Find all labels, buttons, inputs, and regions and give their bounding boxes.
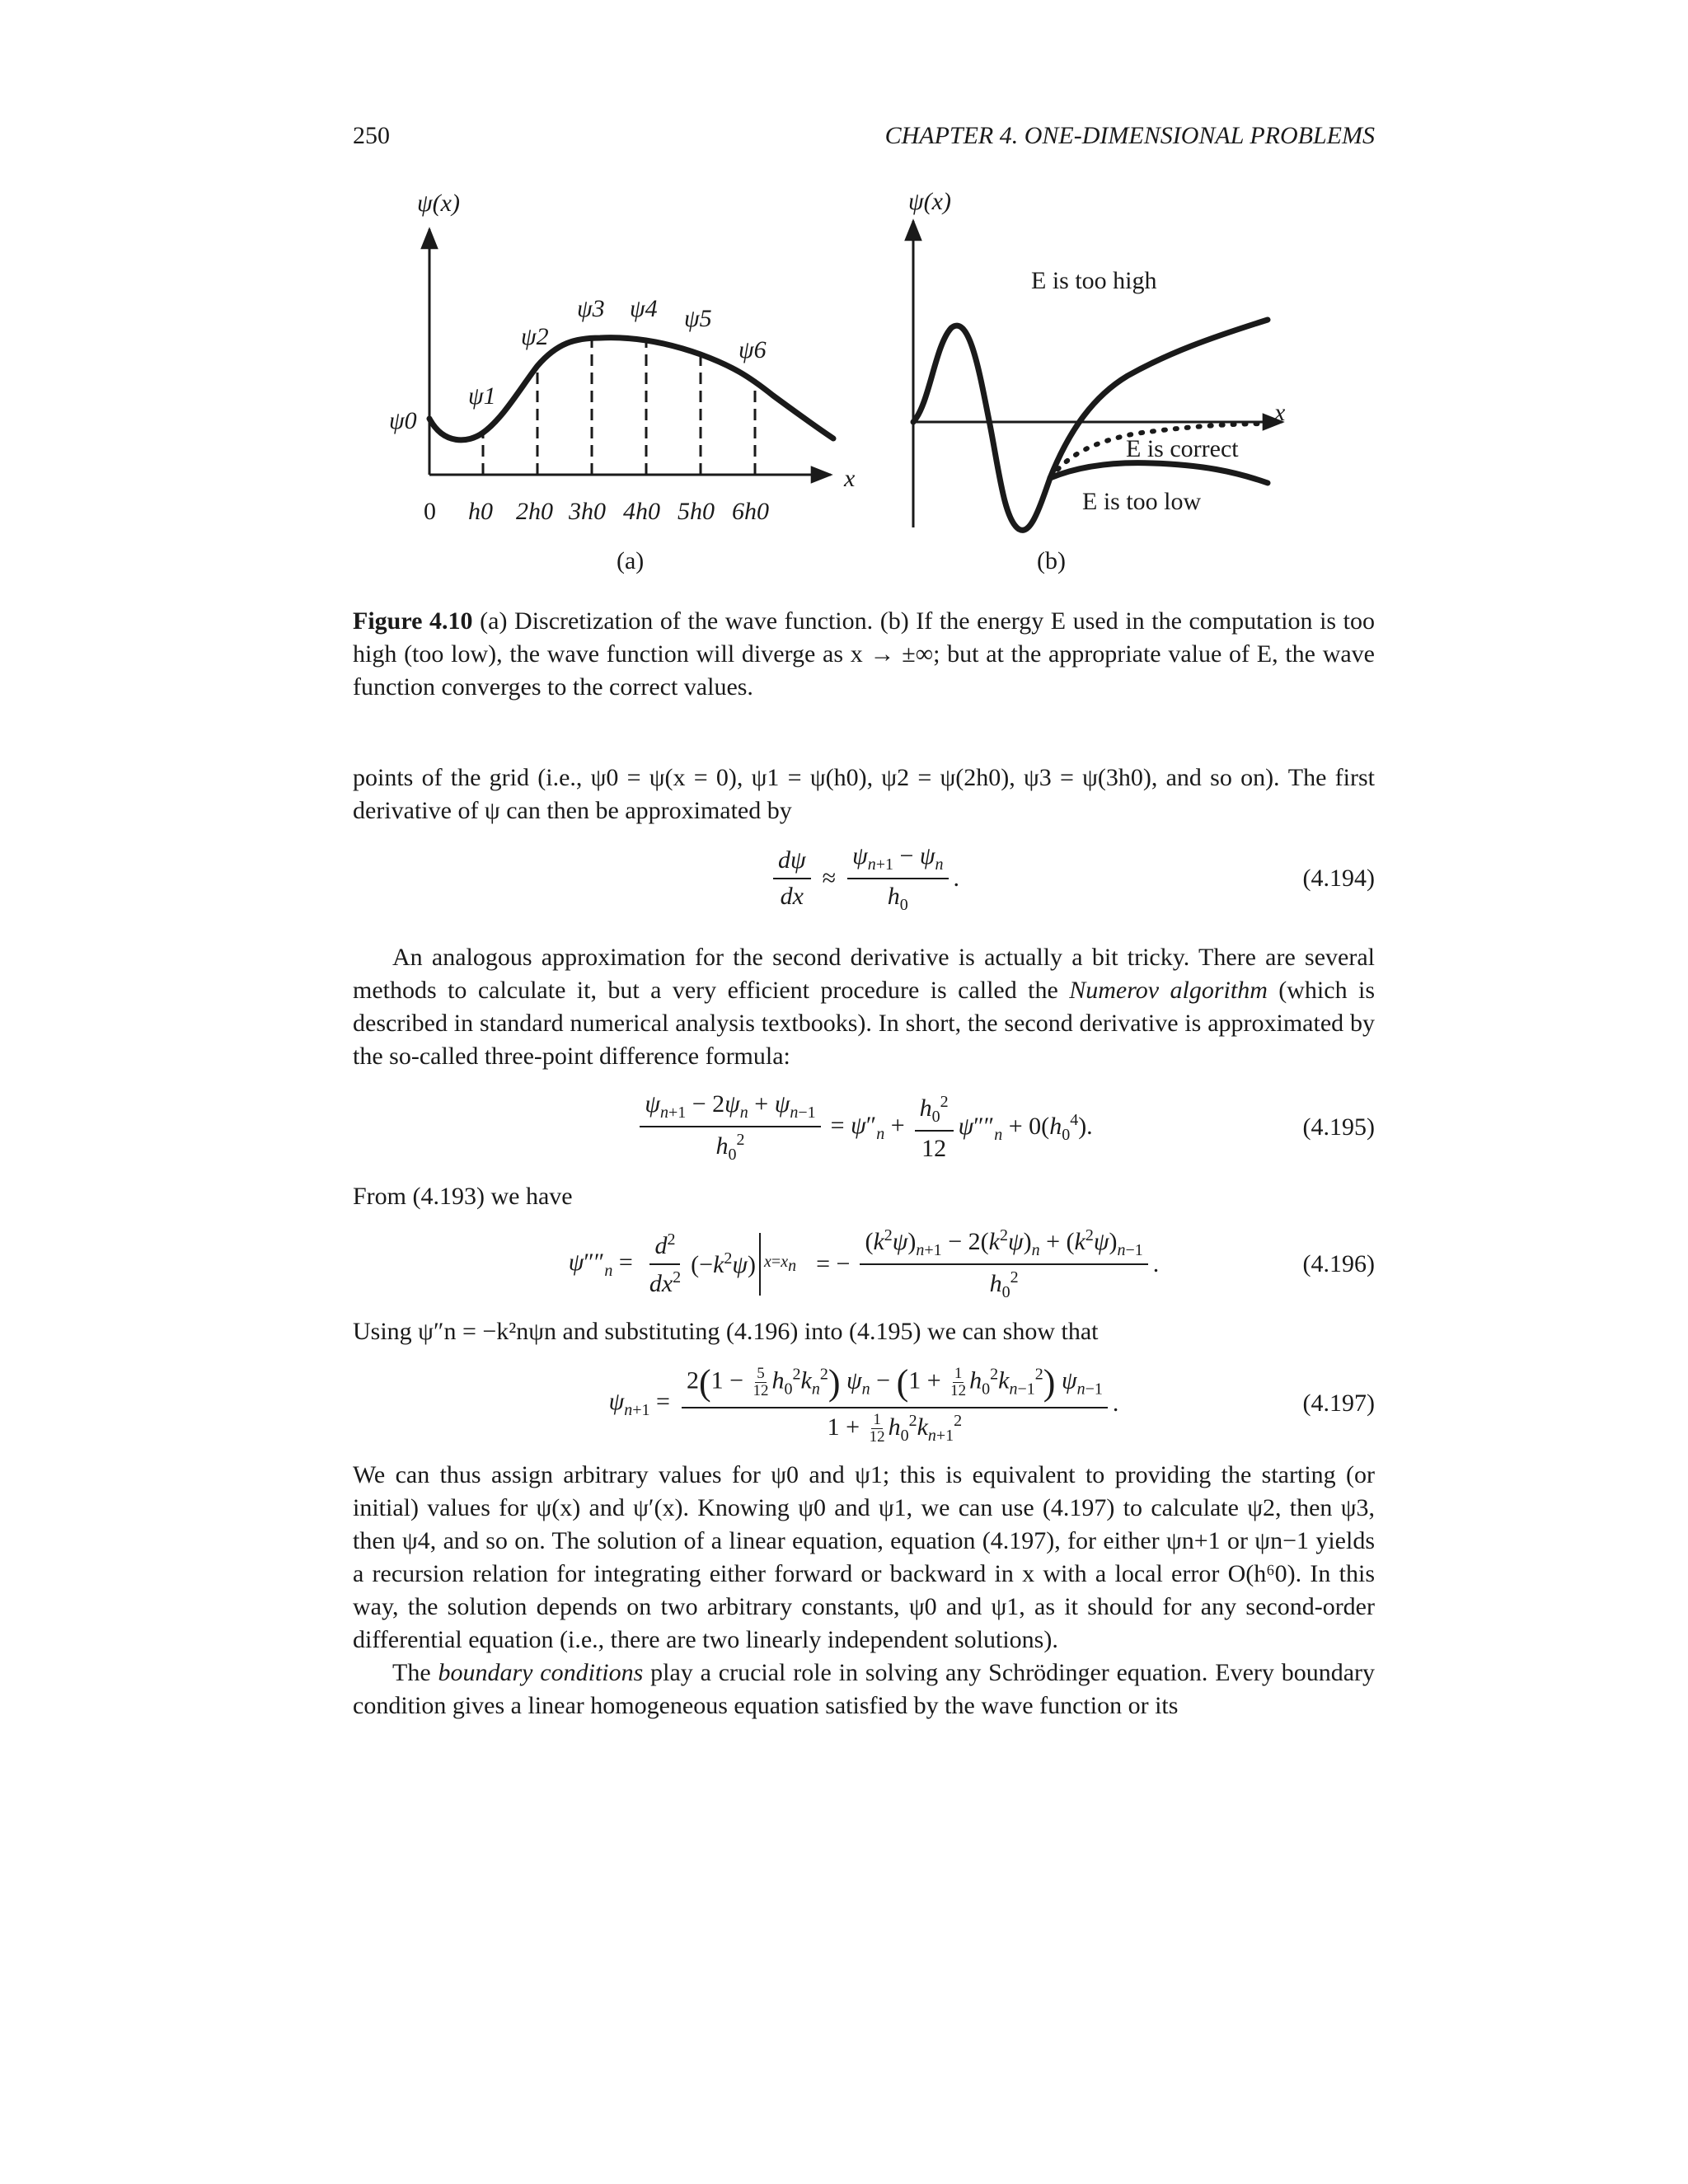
label-e-too-low: E is too low [1082, 488, 1202, 515]
psi-label: ψ2 [521, 323, 549, 350]
paragraph-boundary: The boundary conditions play a crucial role in solving any Schrödinger equation. Every boundary condition gives a linear homogeneous equation satisfied by the wave function or its [353, 1659, 1376, 1719]
caption-label: Figure 4.10 [353, 607, 473, 635]
frac-derivative: $\frac{d\psi}{dx}$ [773, 846, 811, 911]
frac-three-point: $\frac{\psi_{n+1} - 2\psi_n + \psi_{n-1}}{h_0^2}$ [640, 1090, 820, 1165]
panel-b [908, 188, 1286, 574]
x-tick-label: 0 [424, 498, 436, 525]
caption-text: (a) Discretization of the wave function. (b) If the energy E used in the computation is too high (too low), the wave function will diverge as x → ±∞; but at the appropriate value of E, the wave function converges to the correct values. [353, 607, 1376, 701]
equation-number: (4.197) [1302, 1390, 1375, 1417]
psi-label: ψ0 [389, 407, 417, 434]
psi-label: ψ3 [577, 295, 605, 322]
label-e-too-high: E is too high [1031, 267, 1157, 294]
x-tick-label: 6h0 [732, 498, 769, 525]
panel-b-label: (b) [1037, 547, 1066, 574]
equation-4-194: $\frac{d\psi}{dx}$ ≈ $\frac{\psi_{n+1} - \psi_n}{h_0}$ . (4.194) [353, 839, 1375, 918]
frac-recursion: 2(1 − $\frac{5}{12}$ $h_0^2k_n^2$) $\psi_n - (1$ + $\frac{1}{12}$ $h_0^2k_{n-1}^2$) $\psi_{n-1}$ 1 + $\frac{1}{12}$ $h_0^2k_{n+1}^2$ [682, 1361, 1108, 1446]
figure-4-10 [353, 181, 1375, 587]
frac-k-psi: $\frac{(k^2\psi)_{n+1} - 2(k^2\psi)_n + (k^2\psi)_{n-1}}{h_0^2}$ [860, 1226, 1147, 1302]
frac-second-derivative: $\frac{d^2}{dx^2}$ [649, 1230, 682, 1297]
x-tick-label: 2h0 [516, 498, 553, 525]
figure-svg [353, 181, 1375, 587]
label-e-correct: E is correct [1126, 435, 1239, 462]
panel-b-x-axis-label: x [1274, 399, 1286, 426]
running-title: CHAPTER 4. ONE-DIMENSIONAL PROBLEMS [884, 122, 1375, 149]
psi-label: ψ6 [738, 336, 767, 363]
page [353, 122, 1375, 1722]
panel-b-y-axis-label: ψ(x) [908, 188, 951, 215]
paragraph-numerov: An analogous approximation for the second derivative is actually a bit tricky. There are several methods to calculate it, but a very efficient procedure is called the Numerov algorithm (which is described in standard numerical analysis textbooks). In short, the second derivative is approximated by the so-called three-point difference formula: [353, 944, 1375, 1070]
psi-label: ψ4 [630, 295, 658, 322]
evaluation-bar [759, 1233, 761, 1296]
page-header [353, 122, 1375, 163]
psi-label: ψ5 [684, 305, 712, 332]
panel-a-x-axis-label: x [844, 465, 856, 492]
x-tick-label: h0 [468, 498, 493, 525]
page-number: 250 [353, 122, 390, 149]
figure-caption [353, 605, 1375, 704]
x-tick-label: 5h0 [678, 498, 715, 525]
x-tick-label: 3h0 [569, 498, 606, 525]
equation-number: (4.196) [1302, 1250, 1375, 1277]
equation-4-197: $\psi_{n+1}$ = 2(1 − $\frac{5}{12}$ $h_0^2k_n^2$) $\psi_n - (1$ + $\frac{1}{12}$ $h_0^2k_{n-1}^2$) $\psi_{n-1}$ 1 + $\frac{1}{12}$ $h_0^2k_{n+1}^2$ . (4.197) [608, 1361, 1375, 1446]
frac-difference: $\frac{\psi_{n+1} - \psi_n}{h_0}$ [847, 842, 948, 915]
paragraph-grid: points of the grid (i.e., ψ0 = ψ(x = 0), ψ1 = ψ(h0), ψ2 = ψ(2h0), ψ3 = ψ(3h0), and so on). The first derivative of ψ can then be approximated by [353, 764, 1375, 824]
equation-4-196: $\psi''''_n$ = $\frac{d^2}{dx^2}$ $(-k^2\psi)$ $x=x_n$ = − $\frac{(k^2\psi)_{n+1} - 2(k^2\psi)_n + (k^2\psi)_{n-1}}{h_0^2}$ . (4.196) [568, 1226, 1375, 1301]
x-tick-label: 4h0 [623, 498, 660, 525]
panel-a-y-axis-label: ψ(x) [417, 190, 460, 217]
paragraph-from: From (4.193) we have [353, 1183, 573, 1210]
e-too-low-curve [1050, 463, 1268, 483]
equation-4-195: $\frac{\psi_{n+1} - 2\psi_n + \psi_{n-1}}{h_0^2}$ = $\psi''_n$ + $\frac{h_0^2}{12}$ $\psi''''_n + 0(h_0^4)$. (4.195) [353, 1086, 1375, 1169]
psi-label: ψ1 [468, 382, 496, 410]
paragraph-using: Using ψ″n = −k²nψn and substituting (4.196) into (4.195) we can show that [353, 1318, 1099, 1345]
panel-a-label: (a) [617, 547, 645, 574]
equation-number: (4.195) [1302, 1113, 1375, 1141]
frac-h0-squared: $\frac{h_0^2}{12}$ [915, 1093, 954, 1163]
wave-base-curve [913, 326, 1050, 530]
equation-number: (4.194) [1302, 865, 1375, 892]
paragraph-arbitrary-values: We can thus assign arbitrary values for ψ0 and ψ1; this is equivalent to providing the starting (or initial) values for ψ(x) and ψ′(x). Knowing ψ0 and ψ1, we can use (4.197) to calculate ψ2, then ψ3, then ψ4, and so on. The solution of a linear equation, equation (4.197), for either ψn+1 or ψn−1 yields a recursion relation for integrating either forward or backward in x with a local error O(h⁶0). In this way, the solution depends on two arbitrary constants, ψ0 and ψ1, as it should for any second-order differential equation (i.e., there are two linearly independent solutions). [353, 1461, 1375, 1653]
panel-a [389, 190, 856, 574]
